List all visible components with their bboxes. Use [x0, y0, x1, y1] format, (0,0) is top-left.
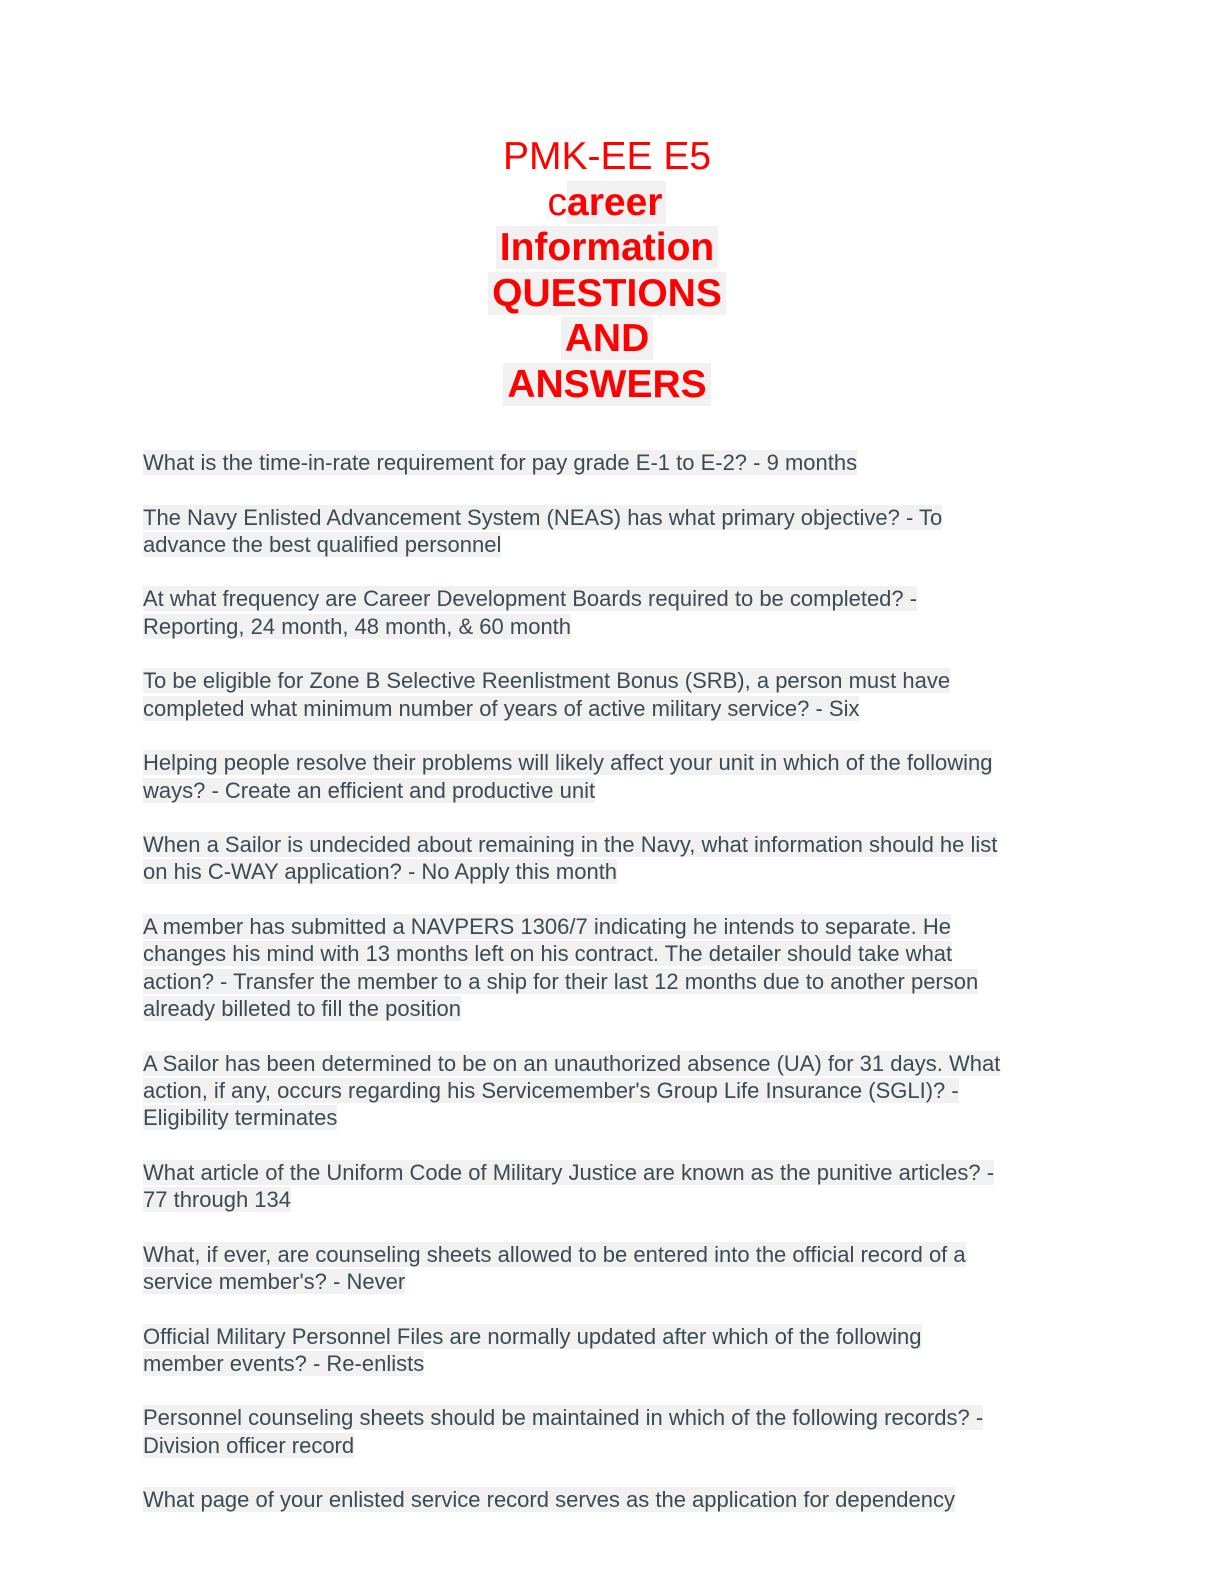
qa-line-text: When a Sailor is undecided about remaining in the Navy, what information should he list	[143, 832, 998, 858]
document-title	[0, 134, 1214, 408]
qa-item	[143, 749, 1083, 804]
qa-line-text: action, if any, occurs regarding his Servicemember's Group Life Insurance (SGLI)? -	[143, 1077, 959, 1103]
qa-item	[143, 1241, 1083, 1296]
qa-line	[143, 1350, 1083, 1377]
qa-line-text: What is the time-in-rate requirement for pay grade E-1 to E-2? - 9 months	[143, 450, 858, 475]
qa-line	[143, 749, 1083, 776]
title-line	[0, 362, 1214, 408]
qa-line	[143, 940, 1083, 967]
title-line	[0, 271, 1214, 317]
qa-item	[143, 449, 1083, 476]
qa-line	[143, 449, 1083, 476]
qa-item	[143, 913, 1083, 1022]
qa-line-text: Helping people resolve their problems will likely affect your unit in which of the following	[143, 750, 993, 776]
qa-line-text: changes his mind with 13 months left on his contract. The detailer should take what	[143, 941, 953, 967]
qa-line	[143, 1268, 1083, 1295]
qa-item	[143, 585, 1083, 640]
qa-line	[143, 695, 1083, 722]
title-line	[0, 180, 1214, 226]
title-line	[0, 225, 1214, 271]
qa-line	[143, 1404, 1083, 1431]
qa-line	[143, 613, 1083, 640]
qa-item	[143, 667, 1083, 722]
question-answer-list	[143, 449, 1083, 1541]
qa-line-text: A member has submitted a NAVPERS 1306/7 indicating he intends to separate. He	[143, 914, 951, 940]
qa-line-text: Official Military Personnel Files are normally updated after which of the following	[143, 1323, 922, 1349]
qa-line-text: already billeted to fill the position	[143, 995, 461, 1021]
qa-line-text: Division officer record	[143, 1432, 355, 1458]
qa-line	[143, 1241, 1083, 1268]
qa-line	[143, 504, 1083, 531]
qa-line-text: member events? - Re-enlists	[143, 1350, 425, 1376]
qa-line-text: Reporting, 24 month, 48 month, & 60 month	[143, 613, 572, 639]
qa-item	[143, 1404, 1083, 1459]
qa-line	[143, 1050, 1083, 1077]
qa-line	[143, 1104, 1083, 1131]
qa-line	[143, 777, 1083, 804]
qa-line	[143, 667, 1083, 694]
qa-line	[143, 1077, 1083, 1104]
qa-line	[143, 968, 1083, 995]
qa-line-text: The Navy Enlisted Advancement System (NEAS) has what primary objective? - To	[143, 504, 943, 530]
qa-line	[143, 913, 1083, 940]
qa-item	[143, 1323, 1083, 1378]
qa-item	[143, 1159, 1083, 1214]
title-line	[0, 316, 1214, 362]
title-fragment: c	[547, 180, 568, 224]
qa-line-text: Eligibility terminates	[143, 1105, 338, 1131]
qa-line-text: completed what minimum number of years of active military service? - Six	[143, 695, 860, 721]
qa-line-text: At what frequency are Career Development Boards required to be completed? -	[143, 586, 918, 612]
title-line: PMK-EE E5	[502, 135, 712, 178]
qa-line	[143, 1159, 1083, 1186]
qa-line	[143, 585, 1083, 612]
qa-item	[143, 504, 1083, 559]
qa-line-text: To be eligible for Zone B Selective Reenlistment Bonus (SRB), a person must have	[143, 668, 951, 694]
title-text: Information	[496, 226, 718, 269]
qa-line-text: A Sailor has been determined to be on an unauthorized absence (UA) for 31 days. What	[143, 1050, 1001, 1076]
qa-line	[143, 858, 1083, 885]
qa-line-text: ways? - Create an efficient and productive unit	[143, 777, 596, 803]
qa-item	[143, 1050, 1083, 1132]
qa-line-text: advance the best qualified personnel	[143, 531, 502, 557]
qa-line-text: 77 through 134	[143, 1187, 292, 1213]
title-fragment: areer	[567, 181, 666, 224]
qa-line	[143, 831, 1083, 858]
qa-line	[143, 1323, 1083, 1350]
qa-line	[143, 1486, 1083, 1513]
title-text: ANSWERS	[503, 363, 710, 406]
qa-line-text: What page of your enlisted service record serves as the application for dependency	[143, 1487, 956, 1513]
qa-line	[143, 995, 1083, 1022]
qa-line	[143, 1186, 1083, 1213]
title-text: QUESTIONS	[488, 272, 726, 315]
qa-item	[143, 1486, 1083, 1513]
qa-line-text: What article of the Uniform Code of Military Justice are known as the punitive articles? -	[143, 1159, 995, 1185]
qa-item	[143, 831, 1083, 886]
qa-line	[143, 1432, 1083, 1459]
qa-line	[143, 531, 1083, 558]
qa-line-text: What, if ever, are counseling sheets allowed to be entered into the official record of a	[143, 1241, 966, 1267]
qa-line-text: on his C-WAY application? - No Apply this month	[143, 859, 618, 885]
qa-line-text: service member's? - Never	[143, 1268, 406, 1294]
title-text: AND	[561, 317, 654, 360]
qa-line-text: Personnel counseling sheets should be maintained in which of the following records? -	[143, 1405, 984, 1431]
qa-line-text: action? - Transfer the member to a ship for their last 12 months due to another person	[143, 968, 979, 994]
